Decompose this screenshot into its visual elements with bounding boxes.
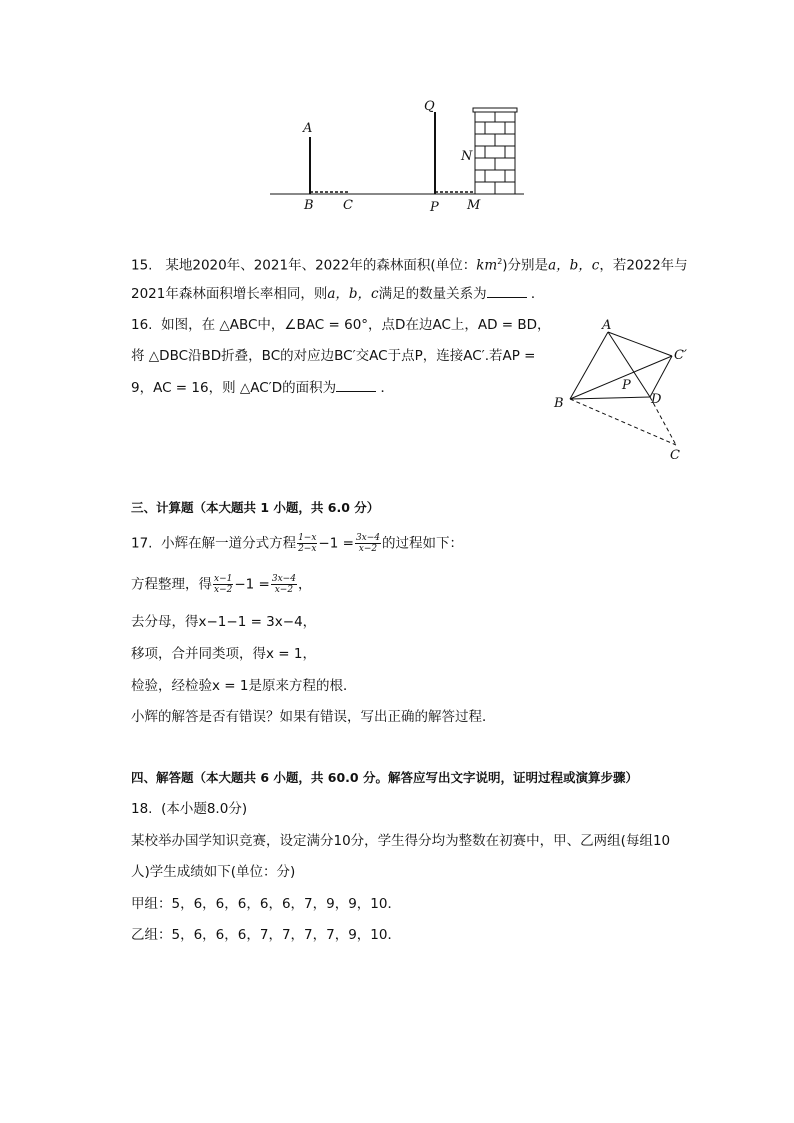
- label-n: N: [461, 149, 473, 164]
- q17-step1-frac1-den: x−2: [214, 585, 233, 595]
- brick-wall: [473, 108, 517, 194]
- q17-frac1-den: 2−x: [298, 544, 317, 554]
- q16-line1: [131, 315, 551, 335]
- label-m: M: [467, 198, 481, 213]
- q18-number: 18.: [131, 801, 153, 817]
- q17-intro-pre: 小辉在解一道分式方程: [161, 535, 297, 552]
- figure-triangle-fold: [550, 315, 700, 465]
- q18-line2: 人)学生成绩如下(单位：分): [131, 864, 296, 880]
- q16-number: 16.: [131, 317, 153, 333]
- q17-frac1-num: 1−x: [298, 533, 317, 543]
- q17-step1-frac2-den: x−2: [274, 585, 294, 595]
- label-tri-c: C: [670, 448, 680, 463]
- q17-eq-mid: −1 =: [318, 535, 354, 552]
- q17-step1-frac2: [271, 574, 297, 595]
- label-tri-c-prime: C′: [674, 348, 687, 363]
- label-tri-d: D: [651, 392, 662, 407]
- q15-text-d: 2021年森林面积增长率相同，则: [131, 286, 328, 302]
- q15-text-a: 某地2020年、2021年、2022年的森林面积(单位：: [165, 257, 477, 274]
- q17-number: 17.: [131, 535, 153, 552]
- q18-points: (本小题8.0分): [161, 801, 248, 817]
- label-a: A: [303, 121, 313, 136]
- q15-line1: [131, 252, 688, 276]
- q17-intro-post: 的过程如下：: [382, 535, 464, 552]
- q17-step3: 移项，合并同类项，得x = 1，: [131, 646, 316, 662]
- q17-step1-pre: 方程整理，得: [131, 576, 212, 593]
- q17-step1-mid: −1 =: [234, 576, 270, 593]
- q17-question: 小辉的解答是否有错误？如果有错误，写出正确的解答过程．: [131, 709, 496, 725]
- section3-title: 三、计算题（本大题共 1 小题，共 6.0 分）: [131, 500, 380, 515]
- q15-answer-blank[interactable]: [487, 283, 527, 298]
- q17-step1-frac1-num: x−1: [214, 574, 233, 584]
- q17-step1-frac2-num: 3x−4: [271, 574, 296, 584]
- q17-intro: [131, 533, 463, 554]
- q15-text-c: ，若2022年与: [599, 257, 688, 274]
- q18-header: [131, 799, 247, 819]
- q15-text-b: )分别是: [502, 257, 549, 274]
- label-tri-a: A: [602, 318, 612, 333]
- q16-text-1: 如图，在 △ABC中，∠BAC = 60°，点D在边AC上，AD = BD，: [161, 317, 551, 333]
- q17-frac1: [297, 533, 317, 554]
- q17-step4: 检验，经检验x = 1是原来方程的根．: [131, 678, 357, 694]
- label-b: B: [304, 198, 314, 213]
- label-tri-b: B: [554, 396, 564, 411]
- label-tri-p: P: [622, 378, 631, 393]
- q15-unit: km: [476, 257, 498, 274]
- q16-line2: [131, 346, 535, 366]
- q16-text-2: 将 △DBC沿BD折叠，BC的对应边BC′交AC于点P，连接AC′.若AP =: [131, 348, 536, 364]
- q16-line3: [131, 377, 394, 398]
- q18-line1: 某校举办国学知识竞赛，设定满分10分，学生得分均为整数在初赛中，甲、乙两组(每组10: [131, 833, 671, 849]
- q17-step1-frac1: [213, 574, 233, 595]
- q15-line2: [131, 283, 544, 304]
- q15-text-e: 满足的数量关系为: [378, 286, 487, 302]
- q16-period: ．: [380, 380, 394, 396]
- label-c: C: [343, 198, 353, 213]
- q17-step1-post: ，: [297, 576, 312, 593]
- q17-frac2-num: 3x−4: [355, 533, 381, 543]
- q15-number: 15.: [131, 257, 153, 274]
- q15-vars: a，b，c: [548, 257, 600, 274]
- q16-text-3: 9，AC = 16，则 △AC′D的面积为: [131, 380, 337, 396]
- q18-group-b: 乙组：5，6，6，6，7，7，7，7，9，10．: [131, 927, 401, 943]
- q15-vars2: a，b，c: [327, 286, 379, 302]
- q15-period: ．: [530, 286, 545, 302]
- section4-title: 四、解答题（本大题共 6 小题，共 60.0 分。解答应写出文字说明，证明过程或演算步骤）: [131, 770, 638, 785]
- q17-step1: [131, 574, 311, 595]
- label-p: P: [430, 200, 439, 215]
- q17-step2: 去分母，得x−1−1 = 3x−4，: [131, 614, 317, 630]
- q17-frac2: [355, 533, 381, 554]
- q16-answer-blank[interactable]: [336, 377, 376, 392]
- q17-frac2-den: x−2: [358, 544, 378, 554]
- q18-group-a: 甲组：5，6，6，6，6，6，7，9，9，10．: [131, 896, 401, 912]
- figure-poles-wall: [260, 92, 540, 217]
- q15-unit-exp: 2: [497, 257, 503, 266]
- label-q: Q: [424, 99, 435, 114]
